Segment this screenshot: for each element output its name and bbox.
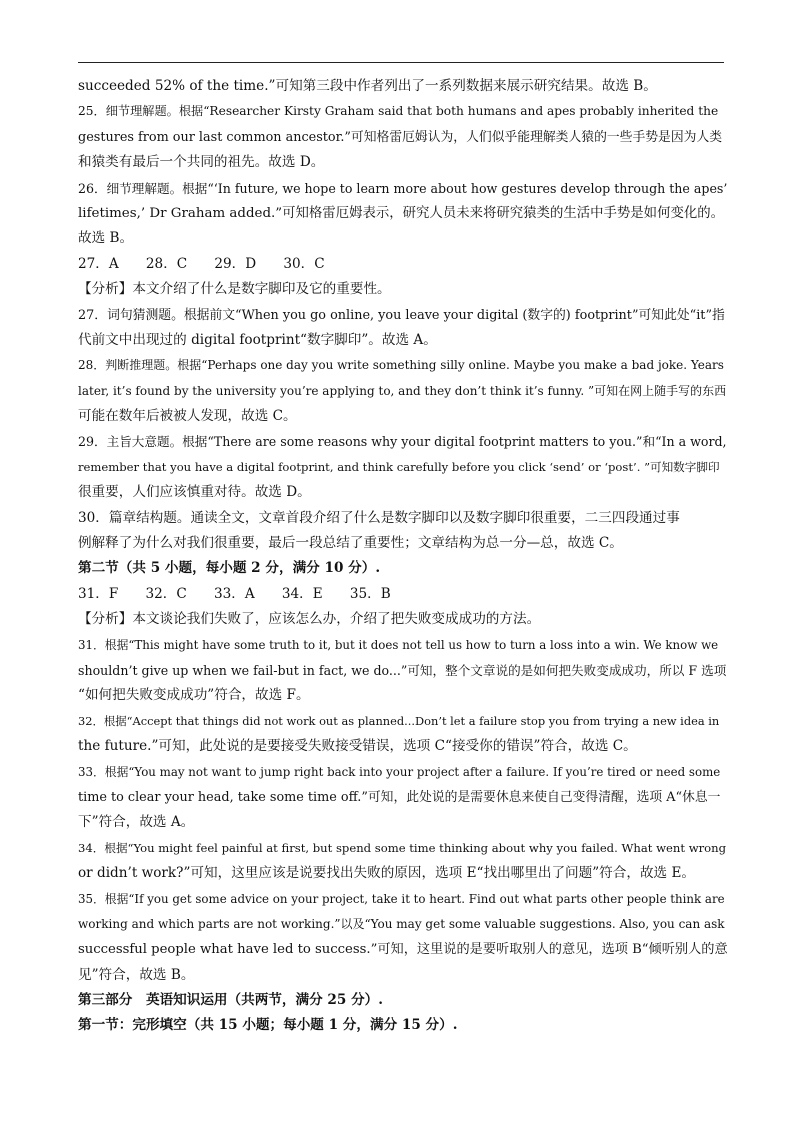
text-line: 31．根据“This might have some truth to it, but it does not tell us how to turn a loss into a win. We know we [78,637,719,652]
text-line: remember that you have a digital footprint, and think carefully before you click ‘send’ or ‘post’. ”可知数字脚印 [78,459,720,474]
text-line: the future.”可知，此处说的是要接受失败接受错误，选项 C“接受你的错误”符合，故选 C。 [78,738,637,755]
text-line: 30．篇章结构题。通读全文，文章首段介绍了什么是数字脚印以及数字脚印很重要，二三四段通过事 [78,509,680,526]
text-line: 33．根据“You may not want to jump right back into your project after a failure. If you’re tired or need some [78,764,721,779]
text-line: 见”符合，故选 B。 [78,966,195,983]
text-line: 27．词句猜测题。根据前文“When you go online, you leave your digital (数字的) footprint”可知此处“it”指 [78,307,725,323]
text-line: succeeded 52% of the time.”可知第三段中作者列出了一系列数据来展示研究结果。故选 B。 [78,78,657,94]
text-line: 故选 B。 [78,230,134,247]
text-line: 32．根据“Accept that things did not work out as planned...Don’t let a failure stop you from trying a new idea in [78,713,720,728]
section-heading: 第一节：完形填空（共 15 小题；每小题 1 分，满分 15 分）. [78,1017,458,1034]
text-line: 35．根据“If you get some advice on your project, take it to heart. Find out what parts other people think are [78,891,725,906]
text-line: 25．细节理解题。根据“Researcher Kirsty Graham said that both humans and apes probably inherited the [78,104,719,119]
text-line: 34．根据“You might feel painful at first, but spend some time thinking about why you failed. What went wrong [78,840,727,855]
text-line: 下”符合，故选 A。 [78,814,195,831]
text-line: 31．F 32．C 33．A 34．E 35．B [78,585,391,602]
text-line: 可能在数年后被被人发现，故选 C。 [78,408,297,425]
text-line: lifetimes,’ Dr Graham added.”可知格雷厄姆表示，研究人员未来将研究猿类的生活中手势是如何变化的。 [78,205,725,221]
section-heading: 第三部分 英语知识运用（共两节，满分 25 分）. [78,992,383,1009]
text-line: 26．细节理解题。根据“‘In future, we hope to learn more about how gestures develop through the apes’ [78,180,728,196]
text-line: 28．判断推理题。根据“Perhaps one day you write something silly online. Maybe you make a bad joke. Years [78,358,724,373]
text-line: 例解释了为什么对我们很重要，最后一段总结了重要性；文章结构为总一分—总，故选 C。 [78,535,623,552]
section-heading: 第二节（共 5 小题，每小题 2 分，满分 10 分）. [78,560,381,577]
text-line: working and which parts are not working.”以及“You may get some valuable suggestions. Also, you can ask [78,916,725,931]
text-line: “如何把失败变成成功”符合，故选 F。 [78,687,310,704]
text-line: 【分析】本文介绍了什么是数字脚印及它的重要性。 [78,281,391,298]
top-divider [78,62,724,63]
text-line: later, it’s found by the university you’re applying to, and they don’t think it’s funny. ”可知在网上随手写的东西 [78,383,727,398]
text-line: 27．A 28．C 29．D 30．C [78,255,325,272]
text-line: time to clear your head, take some time off.”可知，此处说的是需要休息来使自己变得清醒，选项 A“休息一 [78,789,721,805]
text-line: successful people what have led to success.”可知，这里说的是要听取别人的意见，选项 B“倾听别人的意 [78,942,728,958]
answer-explanation-body [78,74,728,1039]
text-line: 和猿类有最后一个共同的祖先。故选 D。 [78,154,325,171]
text-line: 29．主旨大意题。根据“There are some reasons why your digital footprint matters to you.”和“In a word, [78,434,727,450]
text-line: 【分析】本文谈论我们失败了，应该怎么办，介绍了把失败变成成功的方法。 [78,611,541,628]
text-line: or didn’t work?”可知，这里应该是说要找出失败的原因，选项 E“找出哪里出了问题”符合，故选 E。 [78,865,695,882]
text-line: 代前文中出现过的 digital footprint“数字脚印”。故选 A。 [78,331,437,348]
text-line: 很重要，人们应该慎重对待。故选 D。 [78,484,311,501]
text-line: gestures from our last common ancestor.”可知格雷厄姆认为，人们似乎能理解类人猿的一些手势是因为人类 [78,129,723,145]
text-line: shouldn’t give up when we fail-but in fact, we do...”可知，整个文章说的是如何把失败变成成功，所以 F 选项 [78,662,727,678]
